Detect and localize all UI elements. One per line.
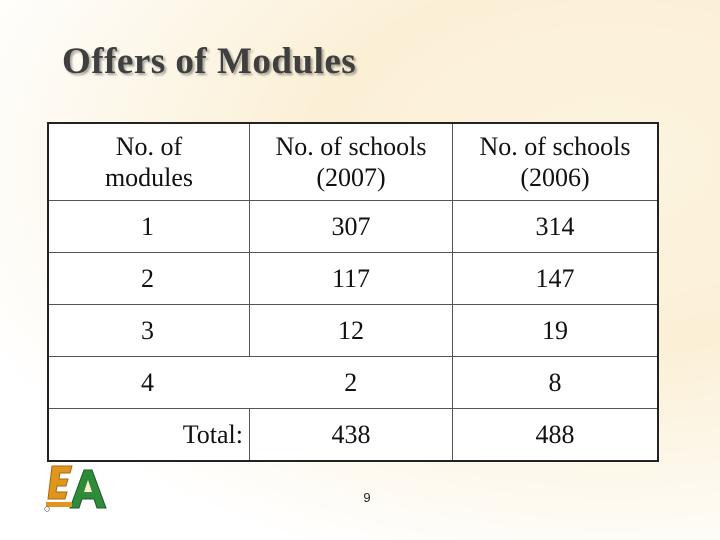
total-schools-2007: 438	[250, 409, 453, 462]
header-line: (2007)	[316, 163, 386, 192]
table-row	[48, 305, 658, 357]
header-line: No. of	[115, 132, 183, 161]
page-number: 9	[363, 490, 371, 505]
cell-schools-2006: 19	[453, 305, 659, 357]
page-title: Offers of Modules	[62, 41, 357, 82]
header-line: (2006)	[520, 163, 590, 192]
cell-schools-2006: 314	[453, 201, 659, 253]
table-row	[48, 253, 658, 305]
logo-letter-e	[48, 466, 72, 499]
total-label: Total:	[48, 409, 250, 462]
header-line: modules	[104, 163, 194, 192]
cell-modules: 3	[48, 305, 250, 357]
table-row	[48, 357, 658, 409]
cell-schools-2007: 2	[250, 357, 453, 409]
cell-modules: 2	[48, 253, 250, 305]
cell-modules: 1	[48, 201, 250, 253]
table-row	[48, 201, 658, 253]
modules-table	[47, 122, 659, 462]
registered-mark-icon	[45, 507, 50, 512]
cell-schools-2006: 8	[453, 357, 659, 409]
cell-schools-2007: 307	[250, 201, 453, 253]
table-total-row	[48, 409, 658, 462]
ea-logo	[42, 458, 110, 512]
column-header-schools-2007	[250, 123, 453, 201]
header-line: No. of schools	[275, 132, 427, 161]
column-header-modules	[48, 123, 250, 201]
cell-schools-2007: 12	[250, 305, 453, 357]
ea-logo-graphic	[42, 458, 110, 512]
cell-schools-2006: 147	[453, 253, 659, 305]
logo-underline	[46, 502, 72, 507]
column-header-schools-2006	[453, 123, 659, 201]
header-line: No. of schools	[479, 132, 631, 161]
cell-schools-2007: 117	[250, 253, 453, 305]
cell-modules: 4	[48, 357, 250, 409]
total-schools-2006: 488	[535, 419, 575, 449]
table-header-row	[48, 123, 658, 201]
